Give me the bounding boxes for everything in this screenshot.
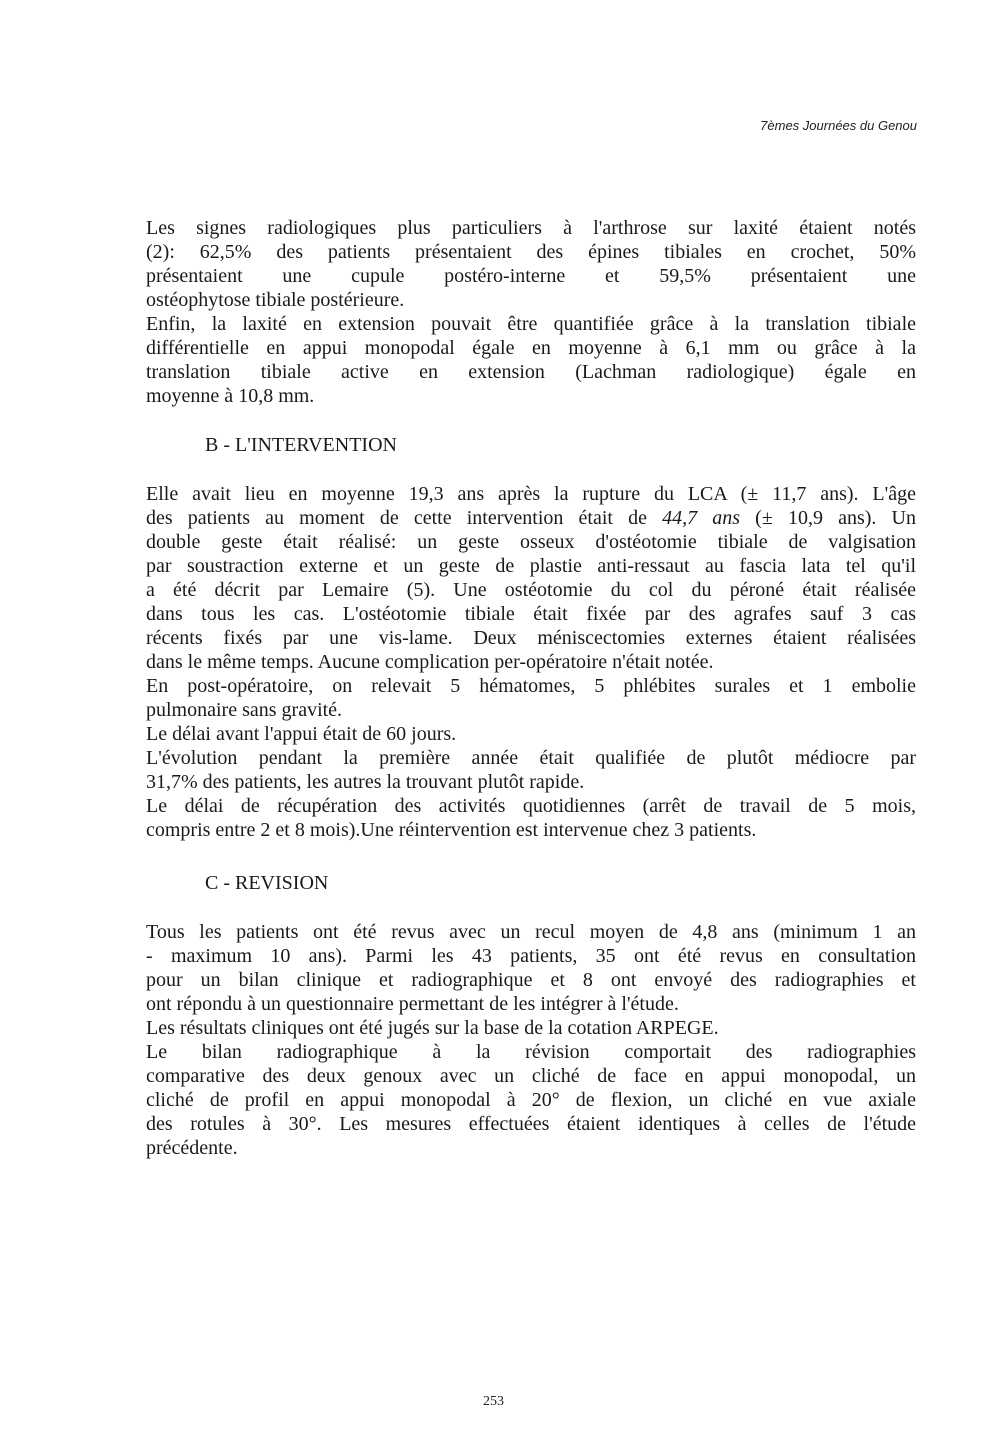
- text-line: double geste était réalisé: un geste osseux d'ostéotomie tibiale de valgisation: [146, 531, 916, 553]
- text-line: (2): 62,5% des patients présentaient des épines tibiales en crochet, 50%: [146, 241, 916, 263]
- running-header: 7èmes Journées du Genou: [760, 118, 917, 133]
- text-line: des rotules à 30°. Les mesures effectuées étaient identiques à celles de l'étude: [146, 1113, 916, 1135]
- text-line: translation tibiale active en extension (Lachman radiologique) égale en: [146, 361, 916, 383]
- text-line: L'évolution pendant la première année était qualifiée de plutôt médiocre par: [146, 747, 916, 769]
- text-line: Le délai avant l'appui était de 60 jours.: [146, 723, 457, 745]
- text-line-with-italic: [146, 506, 916, 530]
- text-line: comparative des deux genoux avec un cliché de face en appui monopodal, un: [146, 1065, 916, 1087]
- text-line: pulmonaire sans gravité.: [146, 699, 343, 721]
- text-line: compris entre 2 et 8 mois).Une réintervention est intervenue chez 3 patients.: [146, 819, 757, 841]
- text-line: par soustraction externe et un geste de plastie anti-ressaut au fascia lata tel qu'il: [146, 555, 916, 577]
- text-segment: des patients au moment de cette intervention était de: [146, 507, 663, 529]
- text-line: a été décrit par Lemaire (5). Une ostéotomie du col du péroné était réalisée: [146, 579, 916, 601]
- section-heading-revision: C - REVISION: [205, 872, 329, 894]
- page-number: 253: [483, 1394, 504, 1409]
- text-line: cliché de profil en appui monopodal à 20° de flexion, un cliché en vue axiale: [146, 1089, 916, 1111]
- text-line: moyenne à 10,8 mm.: [146, 385, 315, 407]
- section-heading-intervention: B - L'INTERVENTION: [205, 434, 397, 456]
- text-line: Tous les patients ont été revus avec un recul moyen de 4,8 ans (minimum 1 an: [146, 921, 916, 943]
- text-line: - maximum 10 ans). Parmi les 43 patients, 35 ont été revus en consultation: [146, 945, 916, 967]
- text-line: 31,7% des patients, les autres la trouvant plutôt rapide.: [146, 771, 585, 793]
- text-line: récents fixés par une vis-lame. Deux méniscectomies externes étaient réalisées: [146, 627, 916, 649]
- text-line: différentielle en appui monopodal égale en moyenne à 6,1 mm ou grâce à la: [146, 337, 916, 359]
- text-segment: (± 10,9 ans). Un: [740, 507, 916, 529]
- text-line: Enfin, la laxité en extension pouvait être quantifiée grâce à la translation tibiale: [146, 313, 916, 335]
- text-line: Les résultats cliniques ont été jugés sur la base de la cotation ARPEGE.: [146, 1017, 719, 1039]
- text-line: présentaient une cupule postéro-interne et 59,5% présentaient une: [146, 265, 916, 287]
- text-line: Le délai de récupération des activités quotidiennes (arrêt de travail de 5 mois,: [146, 795, 916, 817]
- text-line: Les signes radiologiques plus particuliers à l'arthrose sur laxité étaient notés: [146, 217, 916, 239]
- text-line: précédente.: [146, 1137, 238, 1159]
- text-line: ont répondu à un questionnaire permettant de les intégrer à l'étude.: [146, 993, 679, 1015]
- text-line: dans le même temps. Aucune complication per-opératoire n'était notée.: [146, 651, 714, 673]
- text-line: Elle avait lieu en moyenne 19,3 ans après la rupture du LCA (± 11,7 ans). L'âge: [146, 483, 916, 505]
- text-line: pour un bilan clinique et radiographique et 8 ont envoyé des radiographies et: [146, 969, 916, 991]
- text-line: dans tous les cas. L'ostéotomie tibiale était fixée par des agrafes sauf 3 cas: [146, 603, 916, 625]
- text-line: Le bilan radiographique à la révision comportait des radiographies: [146, 1041, 916, 1063]
- text-line: ostéophytose tibiale postérieure.: [146, 289, 405, 311]
- text-line: En post-opératoire, on relevait 5 hématomes, 5 phlébites surales et 1 embolie: [146, 675, 916, 697]
- italic-age: 44,7 ans: [662, 507, 741, 529]
